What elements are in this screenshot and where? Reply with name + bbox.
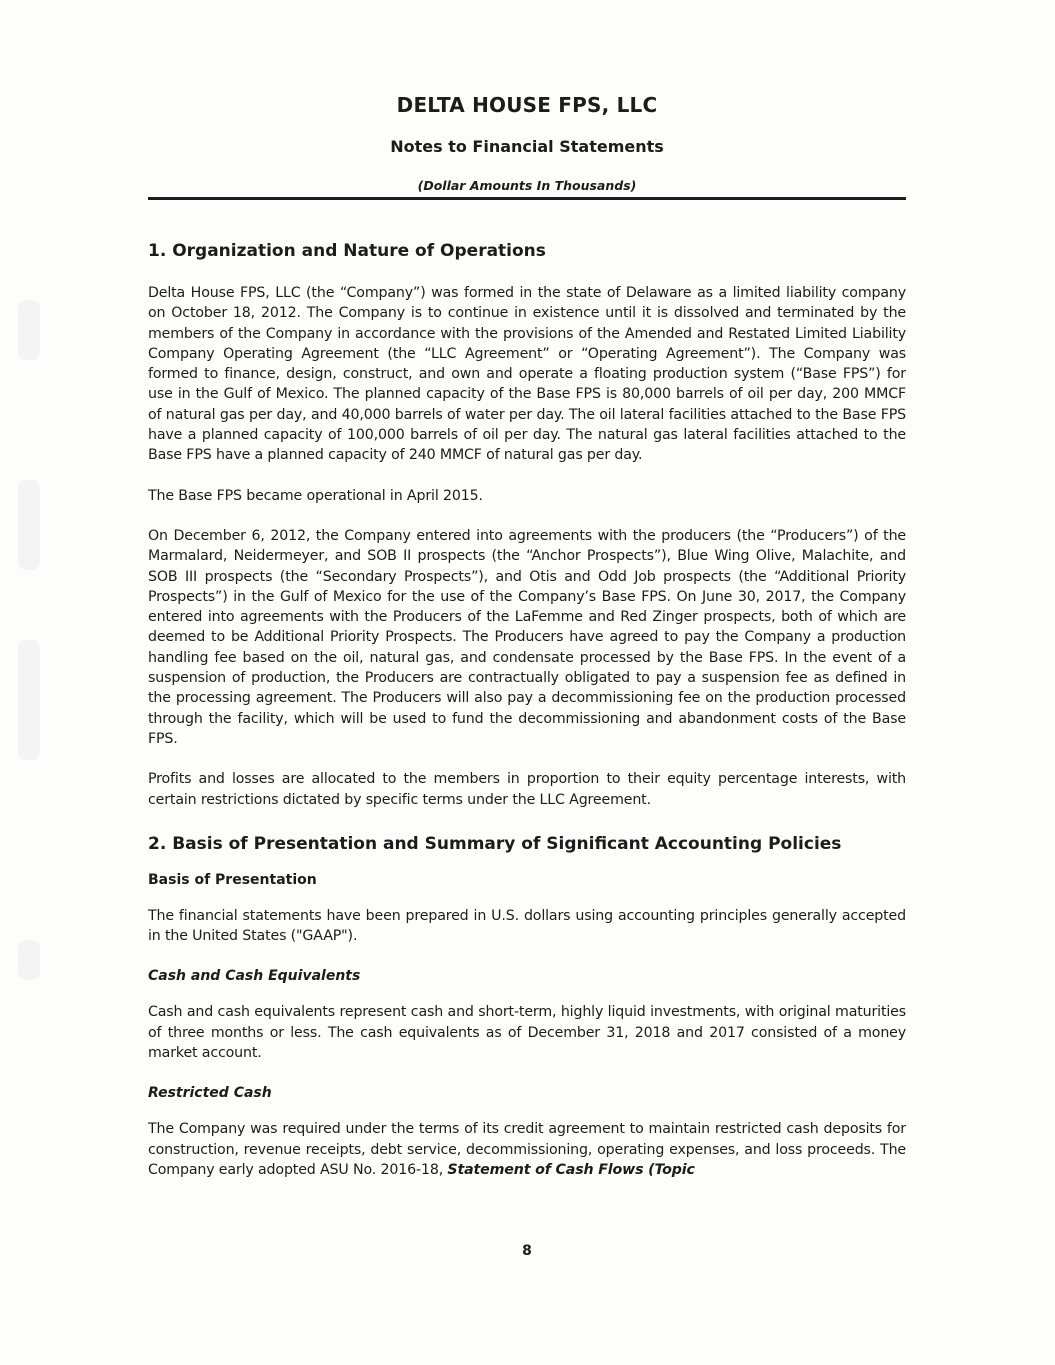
restricted-cash-paragraph	[148, 1119, 906, 1180]
scan-artifact	[18, 300, 40, 360]
section-2-heading: 2. Basis of Presentation and Summary of Significant Accounting Policies	[148, 833, 842, 854]
document-subtitle: Notes to Financial Statements	[390, 137, 664, 156]
basis-paragraph: The financial statements have been prepared in U.S. dollars using accounting principles generally accepted in the United States ("GAAP").	[148, 907, 906, 945]
company-title: DELTA HOUSE FPS, LLC	[396, 93, 658, 117]
section-1-paragraph-2: The Base FPS became operational in April 2015.	[148, 487, 483, 504]
restricted-cash-text: The Company was required under the terms of its credit agreement to maintain restricted cash deposits for construction, revenue receipts, debt service, decommissioning, operating expenses, and loss proceeds. The Company early adopted ASU No. 2016-18,	[148, 1121, 906, 1178]
document-body	[148, 239, 906, 1200]
cash-paragraph: Cash and cash equivalents represent cash and short-term, highly liquid investments, with original maturities of three months or less. The cash equivalents as of December 31, 2018 and 2017 consisted of a money market account.	[148, 1004, 906, 1062]
scan-artifact	[18, 640, 40, 760]
page-number: 8	[522, 1243, 532, 1259]
scan-artifact	[18, 940, 40, 980]
section-1-paragraph-1: Delta House FPS, LLC (the “Company”) was formed in the state of Delaware as a limited liability company on October 18, 2012. The Company is to continue in existence until it is dissolved and terminated by the members of the Company in accordance with the provisions of the Amended and Restated Limited Liability Company Operating Agreement (the “LLC Agreement” or “Operating Agreement”). The Company was formed to finance, design, construct, and own and operate a floating production system (“Base FPS”) for use in the Gulf of Mexico. The planned capacity of the Base FPS is 80,000 barrels of oil per day, 200 MMCF of natural gas per day, and 40,000 barrels of water per day. The oil lateral facilities attached to the Base FPS have a planned capacity of 100,000 barrels of oil per day. The natural gas lateral facilities attached to the Base FPS have a planned capacity of 240 MMCF of natural gas per day.	[148, 285, 906, 464]
units-note: (Dollar Amounts In Thousands)	[417, 178, 637, 193]
document-page	[148, 0, 906, 1365]
restricted-cash-heading: Restricted Cash	[148, 1085, 272, 1102]
scan-artifact	[18, 480, 40, 570]
cash-heading: Cash and Cash Equivalents	[148, 968, 361, 985]
basis-heading: Basis of Presentation	[148, 871, 317, 888]
section-1-paragraph-3: On December 6, 2012, the Company entered into agreements with the producers (the “Producers”) of the Marmalard, Neidermeyer, and SOB II prospects (the “Anchor Prospects”), Blue Wing Olive, Malachite, and SOB III prospects (the “Secondary Prospects”), and Otis and Odd Job prospects (the “Additional Priority Prospects”) in the Gulf of Mexico for the use of the Company’s Base FPS. On June 30, 2017, the Company entered into agreements with the Producers of the LaFemme and Red Zinger prospects, both of which are deemed to be Additional Priority Prospects. The Producers have agreed to pay the Company a production handling fee based on the oil, natural gas, and condensate processed by the Base FPS. In the event of a suspension of production, the Producers are contractually obligated to pay a suspension fee as defined in the processing agreement. The Producers will also pay a decommissioning fee on the production processed through the facility, which will be used to fund the decommissioning and abandonment costs of the Base FPS.	[148, 527, 906, 747]
header-rule	[148, 197, 906, 200]
restricted-cash-citation: Statement of Cash Flows (Topic	[447, 1161, 695, 1178]
section-1-heading: 1. Organization and Nature of Operations	[148, 241, 546, 261]
section-1-paragraph-4: Profits and losses are allocated to the members in proportion to their equity percentage interests, with certain restrictions dictated by specific terms under the LLC Agreement.	[148, 771, 906, 808]
